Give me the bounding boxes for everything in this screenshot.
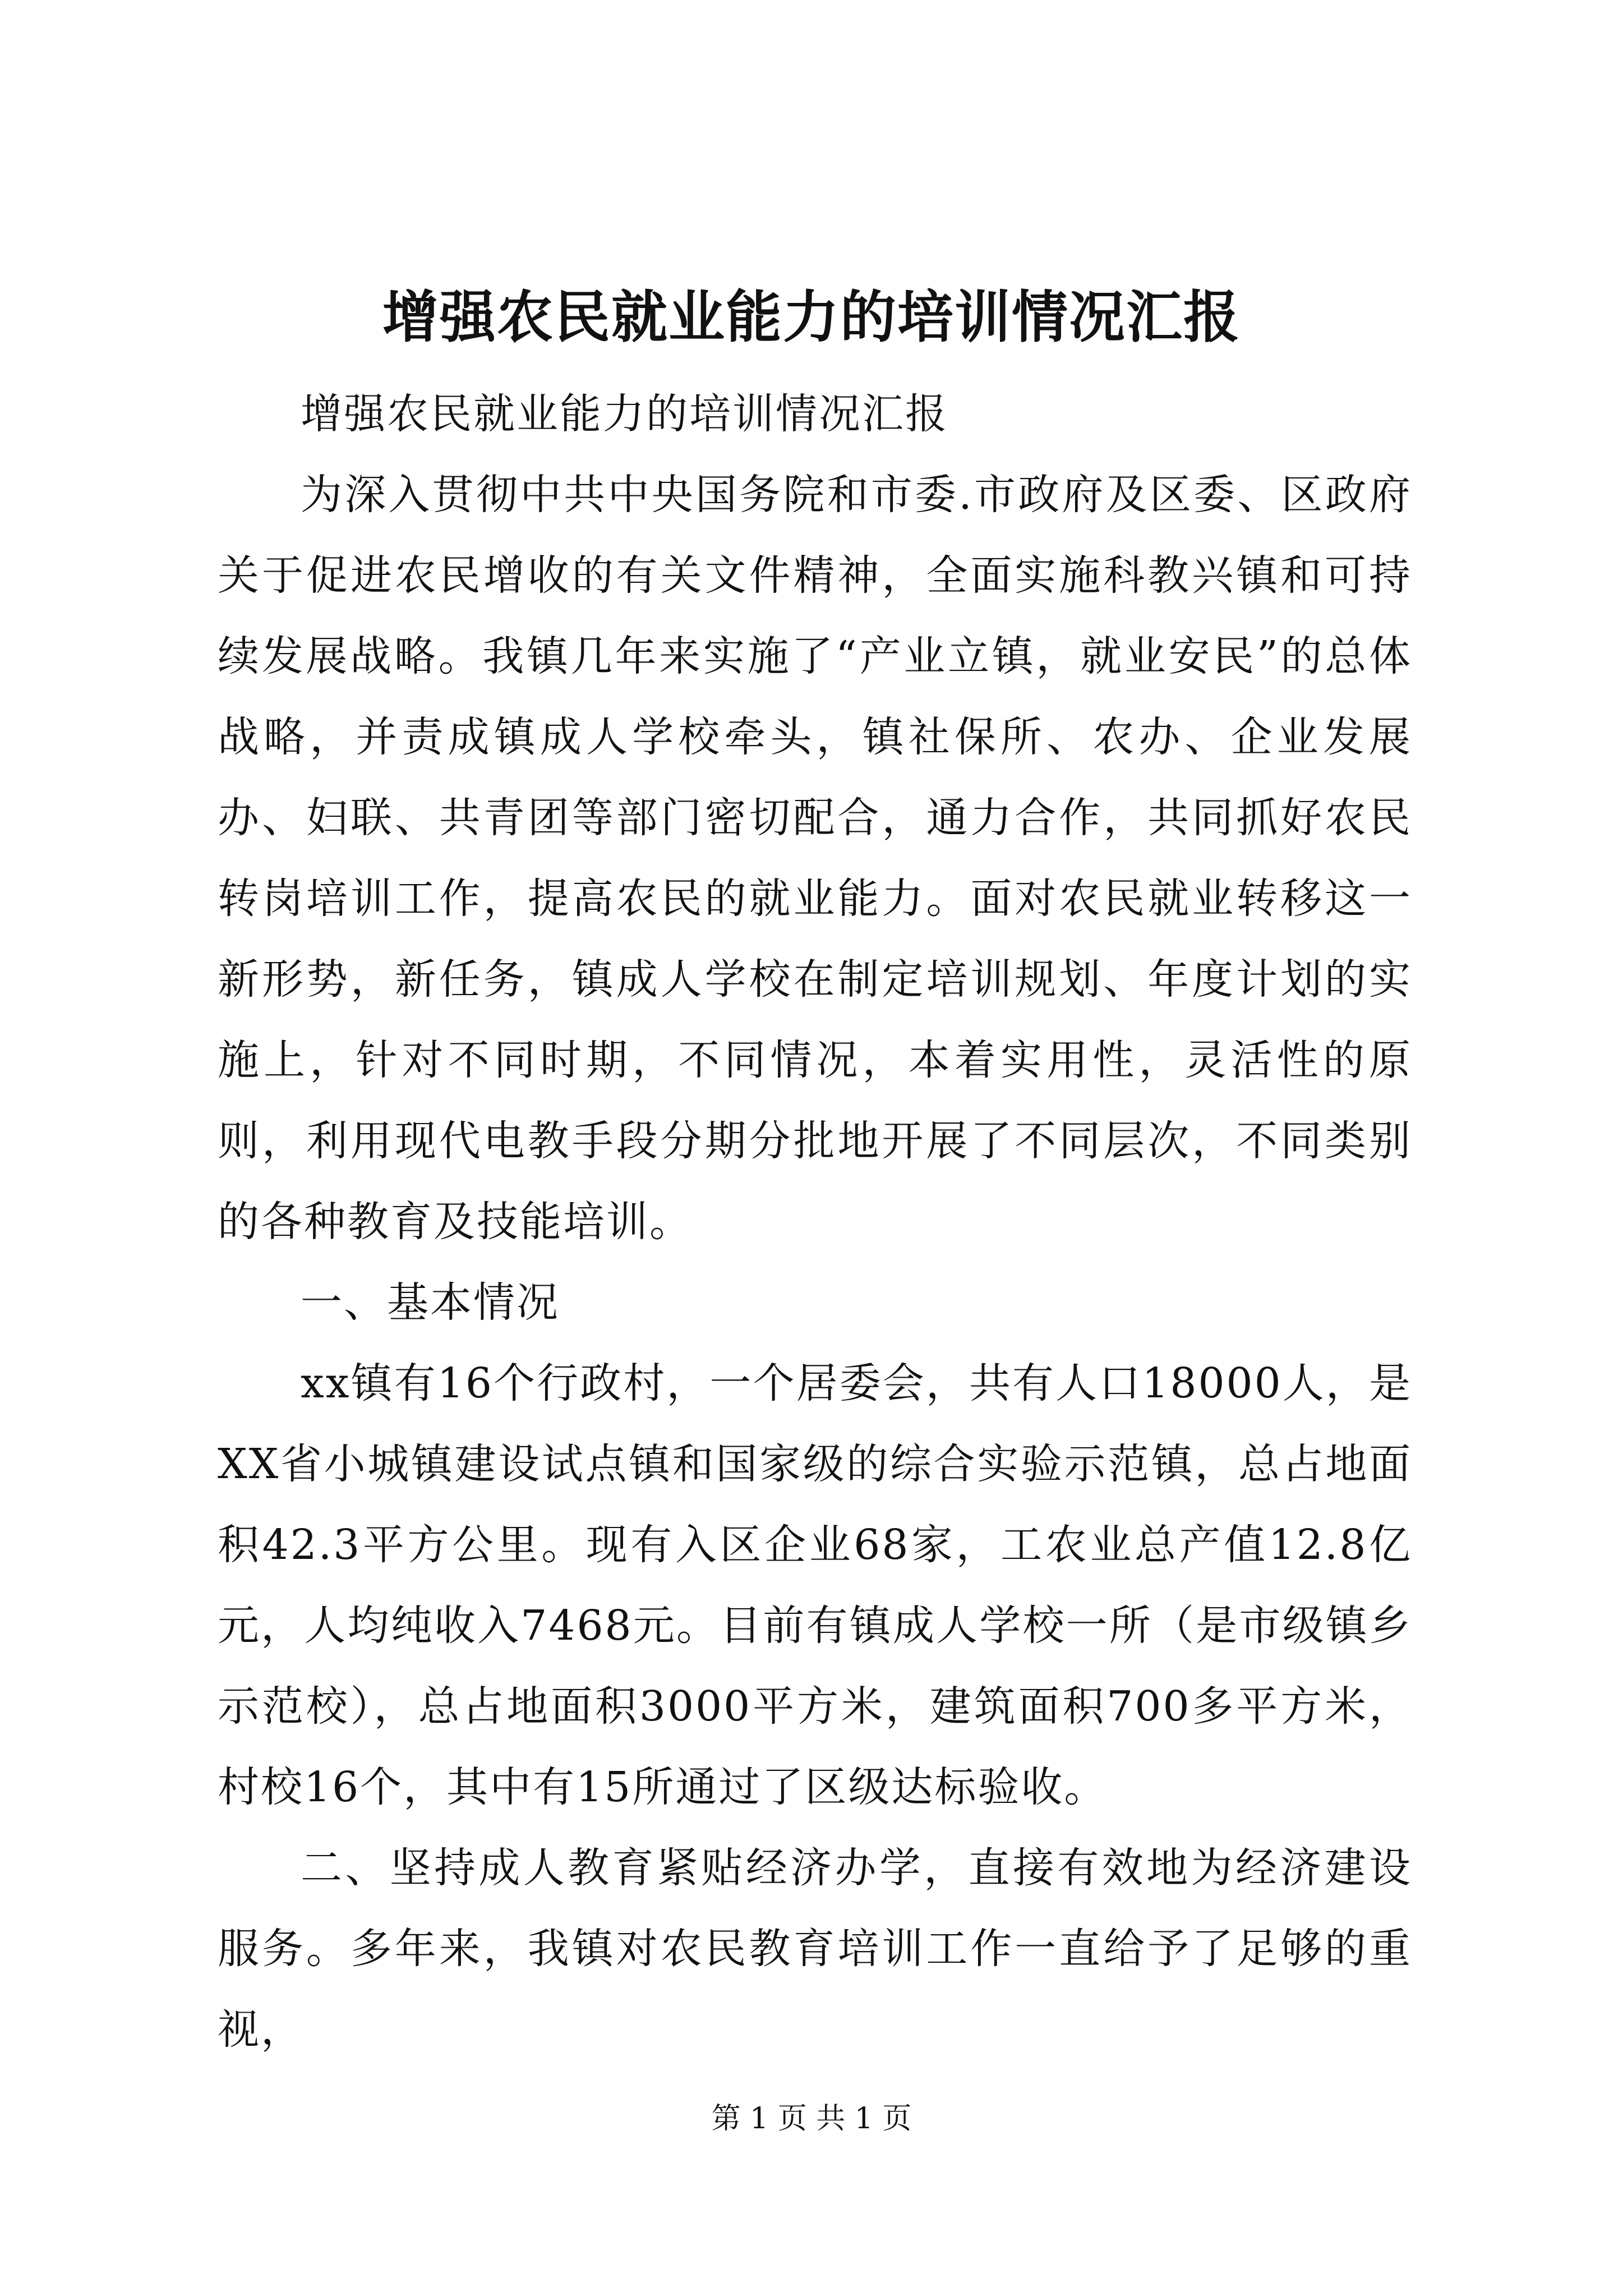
document-title: 增强农民就业能力的培训情况汇报 [382, 284, 1241, 350]
section-heading-basic: 一、基本情况 [301, 1278, 560, 1327]
section-two-paragraph: 二、坚持成人教育紧贴经济办学，直接有效地为经济建设服务。多年来，我镇对农民教育培训工作一直给予了足够的重视， [218, 1844, 1412, 2054]
document-body [218, 374, 1412, 2070]
subtitle-paragraph: 增强农民就业能力的培训情况汇报 [301, 390, 948, 438]
basic-info-paragraph: xx镇有16个行政村，一个居委会，共有人口18000人，是XX省小城镇建设试点镇和国家级的综合实验示范镇，总占地面积42.3平方公里。现有入区企业68家，工农业总产值12.8亿元，人均纯收入7468元。目前有镇成人学校一所（是市级镇乡示范校），总占地面积3000平方米，建筑面积700多平方米，村校16个，其中有15所通过了区级达标验收。 [218, 1359, 1412, 1811]
page-footer: 第 1 页 共 1 页 [711, 2102, 912, 2136]
intro-paragraph: 为深入贯彻中共中央国务院和市委.市政府及区委、区政府关于促进农民增收的有关文件精神，全面实施科教兴镇和可持续发展战略。我镇几年来实施了“产业立镇，就业安民”的总体战略，并责成镇成人学校牵头，镇社保所、农办、企业发展办、妇联、共青团等部门密切配合，通力合作，共同抓好农民转岗培训工作，提高农民的就业能力。面对农民就业转移这一新形势，新任务，镇成人学校在制定培训规划、年度计划的实施上，针对不同时期，不同情况，本着实用性，灵活性的原则，利用现代电教手段分期分批地开展了不同层次，不同类别的各种教育及技能培训。 [218, 471, 1412, 1246]
